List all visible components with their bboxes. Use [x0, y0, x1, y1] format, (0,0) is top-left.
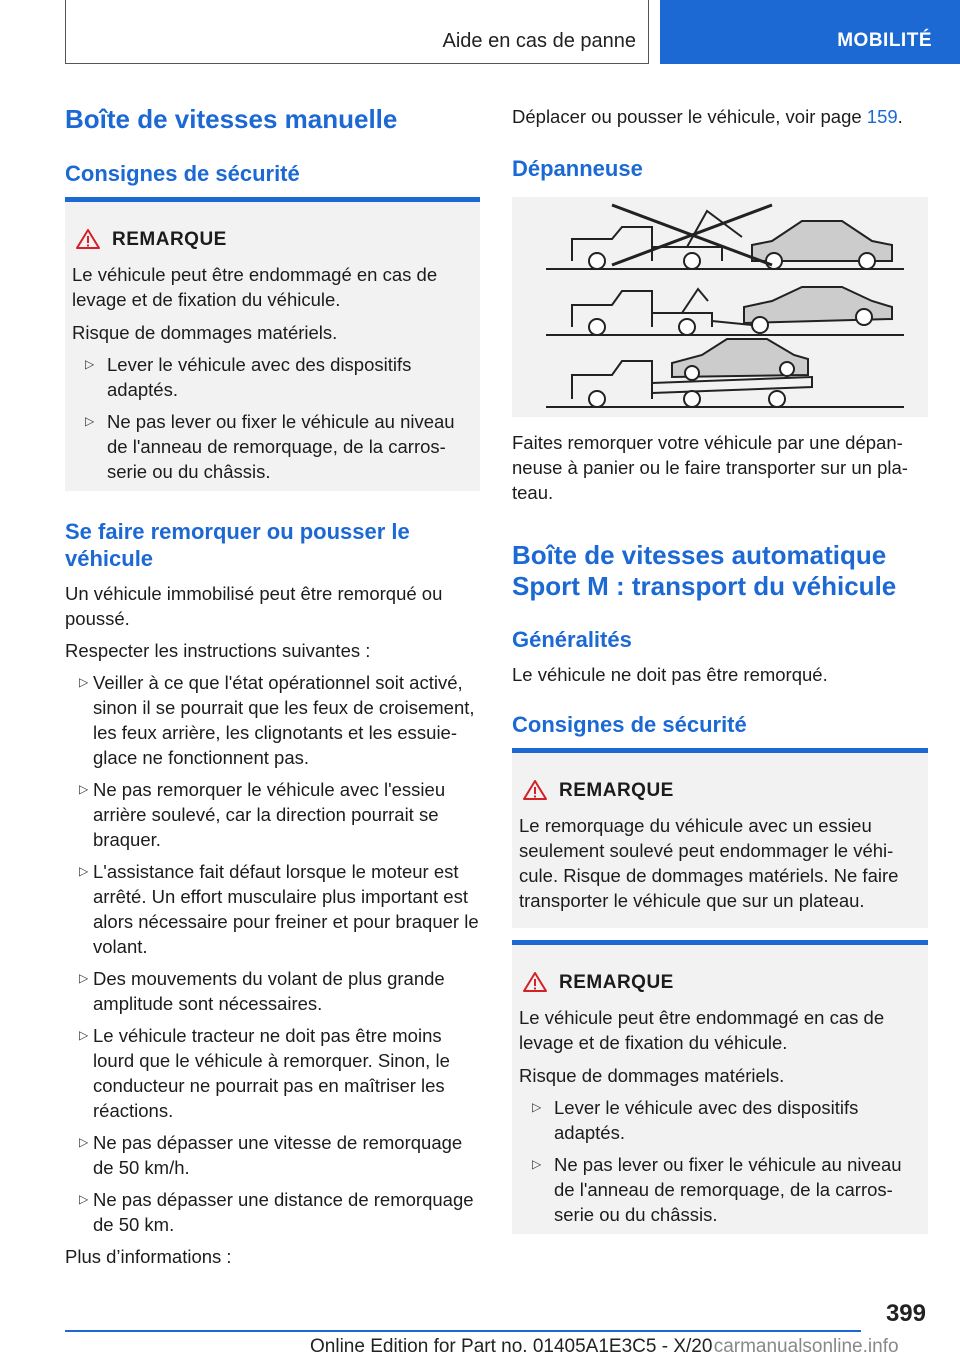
paragraph-more-info: Plus d’informations : [65, 1246, 232, 1267]
list-item: ▷ L'assistance fait défaut lorsque le moteur est arrêté. Un effort musculaire plus important est alors nécessaire pour freiner et pour braquer le volant. [79, 861, 479, 957]
note-text: Le véhicule peut être endommagé en cas de levage et de fixation du véhicule. [72, 264, 438, 310]
footer-divider [65, 1330, 861, 1332]
note-box-remarque [512, 940, 928, 1234]
list-item: ▷ Des mouvements du volant de plus grande amplitude sont nécessaires. [79, 968, 445, 1014]
list-item: ▷ Ne pas lever ou fixer le véhicule au niveau de l'anneau de remorquage, de la carrosserie ou du châssis. [85, 411, 455, 482]
note-box-remarque [65, 197, 480, 491]
list-item: ▷ Le véhicule tracteur ne doit pas être moins lourd que le véhicule à remorquer. Sinon, le conducteur ne pourrait pas en maîtriser les réactions. [79, 1025, 450, 1121]
header-section-box [65, 0, 649, 64]
bullet-triangle-icon: ▷ [85, 414, 95, 428]
note-box-remarque [512, 748, 928, 928]
bullet-triangle-icon: ▷ [79, 971, 89, 985]
warning-triangle-icon [522, 779, 548, 801]
bullet-triangle-icon: ▷ [85, 357, 95, 371]
footer-edition: Online Edition for Part no. 01405A1E3C5 - X/20 carmanualsonline.info [310, 1336, 899, 1357]
heading-towing-pushing: Se faire remorquer ou pousser le véhicule [65, 519, 410, 571]
warning-triangle-icon [75, 228, 101, 250]
list-item: ▷ Ne pas dépasser une vitesse de remorquage de 50 km/h. [79, 1132, 463, 1178]
list-item: ▷ Lever le véhicule avec des dispositifs adaptés. [532, 1097, 859, 1143]
paragraph-towing-instructions: Respecter les instructions suivantes : [65, 640, 371, 661]
note-text: Le remorquage du véhicule avec un essieu seulement soulevé peut endommager le véhicule. Risque de dommages matériels. Ne faire transporter le véhicule que sur un plateau. [519, 815, 899, 911]
note-text-risk: Risque de dommages matériels. [72, 322, 338, 343]
paragraph-towing-intro: Un véhicule immobilisé peut être remorqué ou poussé. [65, 583, 443, 629]
tow-truck-diagram [512, 197, 928, 417]
header-chapter-title: MOBILITÉ [837, 30, 932, 51]
bullet-triangle-icon: ▷ [79, 782, 89, 796]
paragraph-tow-truck: Faites remorquer votre véhicule par une dépanneuse à panier ou le faire transporter sur un plateau. [512, 432, 908, 503]
paragraph-move-vehicle: Déplacer ou pousser le véhicule, voir page 159. [512, 106, 903, 127]
section-title-automatic-gearbox: Boîte de vitesses automatique Sport M : transport du véhicule [512, 540, 897, 601]
list-item: ▷ Veiller à ce que l'état opérationnel soit activé, sinon il se pourrait que les feux de croisement, les feux arrière, les clignotants et les essuie-glace ne fonctionnent pas. [79, 672, 475, 768]
page-number: 399 [885, 1300, 926, 1327]
note-label: REMARQUE [559, 972, 674, 993]
heading-general: Généralités [512, 627, 632, 652]
header-chapter-tab [660, 0, 960, 64]
bullet-triangle-icon: ▷ [79, 675, 89, 689]
section-title-manual-gearbox: Boîte de vitesses manuelle [65, 104, 398, 134]
list-item: ▷ Lever le véhicule avec des dispositifs adaptés. [85, 354, 412, 400]
bullet-triangle-icon: ▷ [532, 1157, 542, 1171]
note-text: Le véhicule peut être endommagé en cas de levage et de fixation du véhicule. [519, 1007, 885, 1053]
heading-safety-instructions-right: Consignes de sécurité [512, 712, 747, 737]
bullet-triangle-icon: ▷ [532, 1100, 542, 1114]
bullet-triangle-icon: ▷ [79, 1135, 89, 1149]
heading-tow-truck: Dépanneuse [512, 156, 643, 181]
header-section-title: Aide en cas de panne [442, 30, 636, 52]
bullet-triangle-icon: ▷ [79, 1192, 89, 1206]
note-label: REMARQUE [559, 780, 674, 801]
bullet-triangle-icon: ▷ [79, 1028, 89, 1042]
bullet-triangle-icon: ▷ [79, 864, 89, 878]
watermark: carmanualsonline.info [713, 1336, 899, 1357]
page-link-159[interactable]: 159 [866, 106, 898, 127]
list-item: ▷ Ne pas dépasser une distance de remorquage de 50 km. [79, 1189, 474, 1235]
warning-triangle-icon [522, 971, 548, 993]
note-label: REMARQUE [112, 229, 227, 250]
list-item: ▷ Ne pas lever ou fixer le véhicule au niveau de l'anneau de remorquage, de la carrosserie ou du châssis. [532, 1154, 902, 1225]
note-text-risk: Risque de dommages matériels. [519, 1065, 785, 1086]
heading-safety-instructions: Consignes de sécurité [65, 161, 300, 186]
list-item: ▷ Ne pas remorquer le véhicule avec l'essieu arrière soulevé, car la direction pourrait se braquer. [79, 779, 446, 850]
tow-truck-illustration [512, 197, 928, 417]
paragraph-general: Le véhicule ne doit pas être remorqué. [512, 664, 828, 685]
